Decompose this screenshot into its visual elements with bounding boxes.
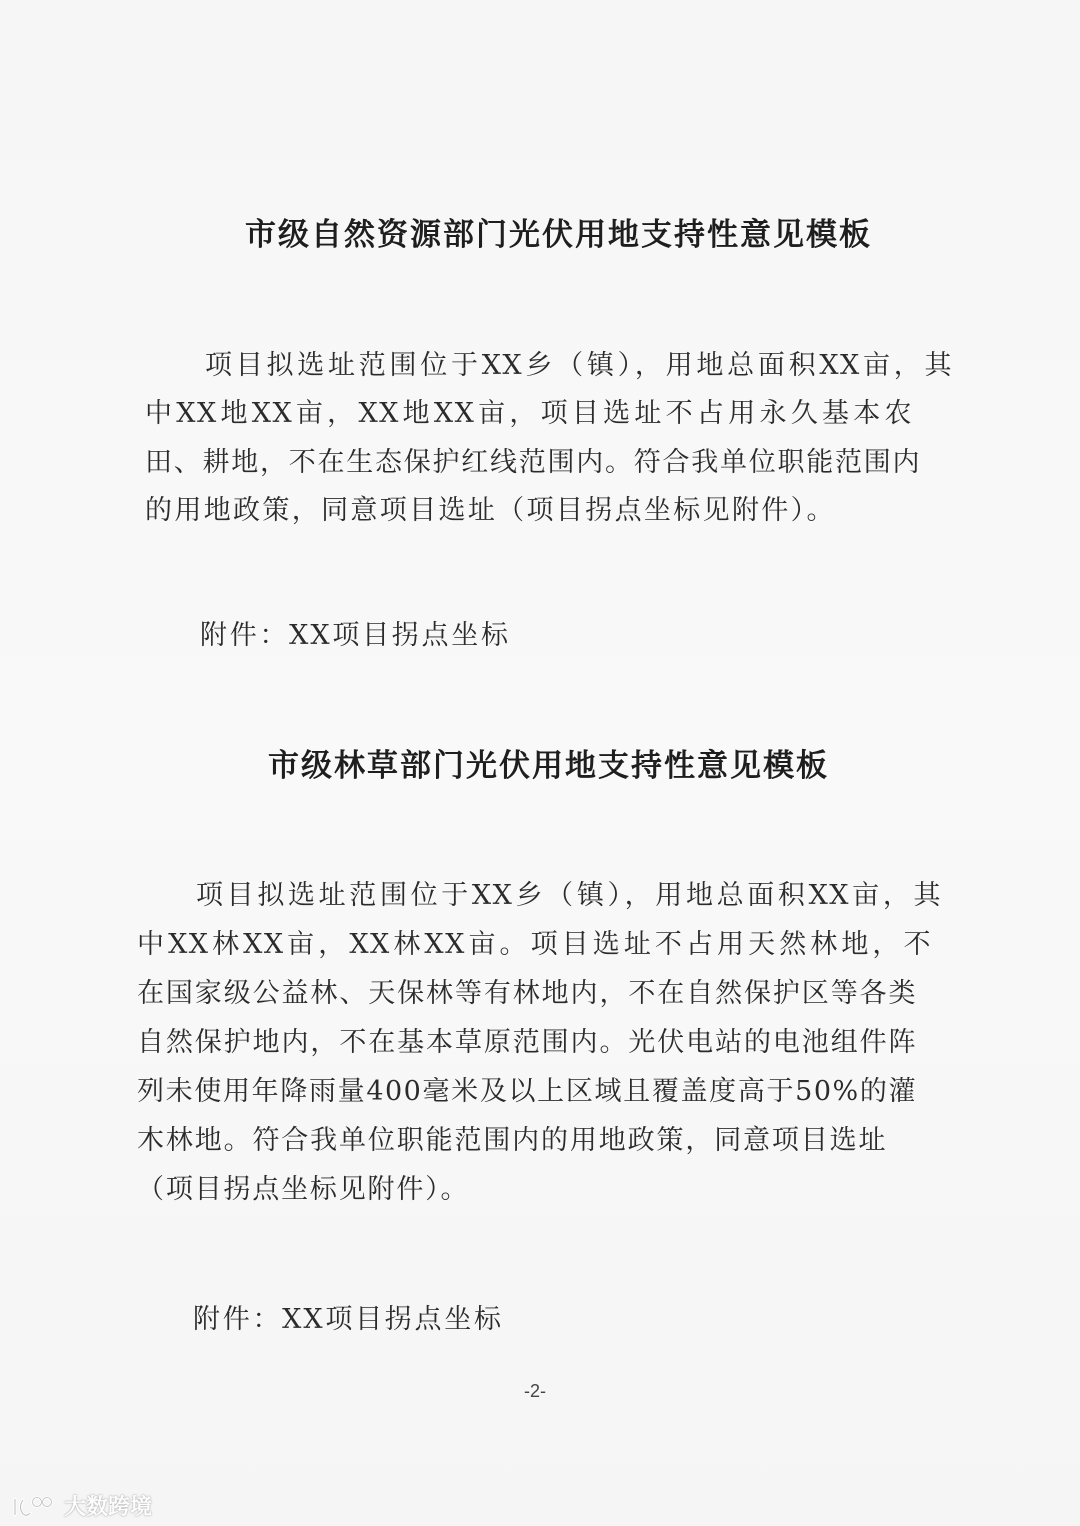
section-1-paragraph-line-2: 中XX地XX亩，XX地XX亩，项目选址不占用永久基本农 (145, 398, 913, 429)
section-2-paragraph-line-5: 列未使用年降雨量400毫米及以上区域且覆盖度高于50%的灌 (137, 1076, 917, 1107)
section-2-paragraph-line-6: 木林地。符合我单位职能范围内的用地政策，同意项目选址 (137, 1125, 887, 1156)
section-2-attachment: 附件：XX项目拐点坐标 (193, 1304, 503, 1335)
section-1-paragraph-line-3: 田、耕地，不在生态保护红线范围内。符合我单位职能范围内 (145, 447, 921, 478)
section-2-paragraph-line-3: 在国家级公益林、天保林等有林地内，不在自然保护区等各类 (137, 978, 917, 1009)
section-2-paragraph-line-2: 中XX林XX亩，XX林XX亩。项目选址不占用天然林地，不 (137, 929, 932, 960)
section-1-title: 市级自然资源部门光伏用地支持性意见模板 (245, 217, 872, 253)
section-1-paragraph-line-1: 项目拟选址范围位于XX乡（镇），用地总面积XX亩，其 (205, 350, 953, 381)
section-2-paragraph-line-4: 自然保护地内，不在基本草原范围内。光伏电站的电池组件阵 (137, 1027, 917, 1058)
section-2-title: 市级林草部门光伏用地支持性意见模板 (268, 748, 829, 784)
watermark-text: 大数跨境 (64, 1495, 153, 1520)
section-2-paragraph-line-7: （项目拐点坐标见附件）。 (137, 1174, 469, 1205)
section-2-paragraph-line-1: 项目拟选址范围位于XX乡（镇），用地总面积XX亩，其 (196, 880, 942, 911)
1688-logo-icon (10, 1493, 58, 1519)
section-1-paragraph-line-4: 的用地政策，同意项目选址（项目拐点坐标见附件）。 (145, 495, 835, 526)
watermark (10, 1490, 152, 1521)
page-number: -2- (524, 1381, 546, 1401)
section-1-attachment: 附件：XX项目拐点坐标 (200, 620, 510, 651)
